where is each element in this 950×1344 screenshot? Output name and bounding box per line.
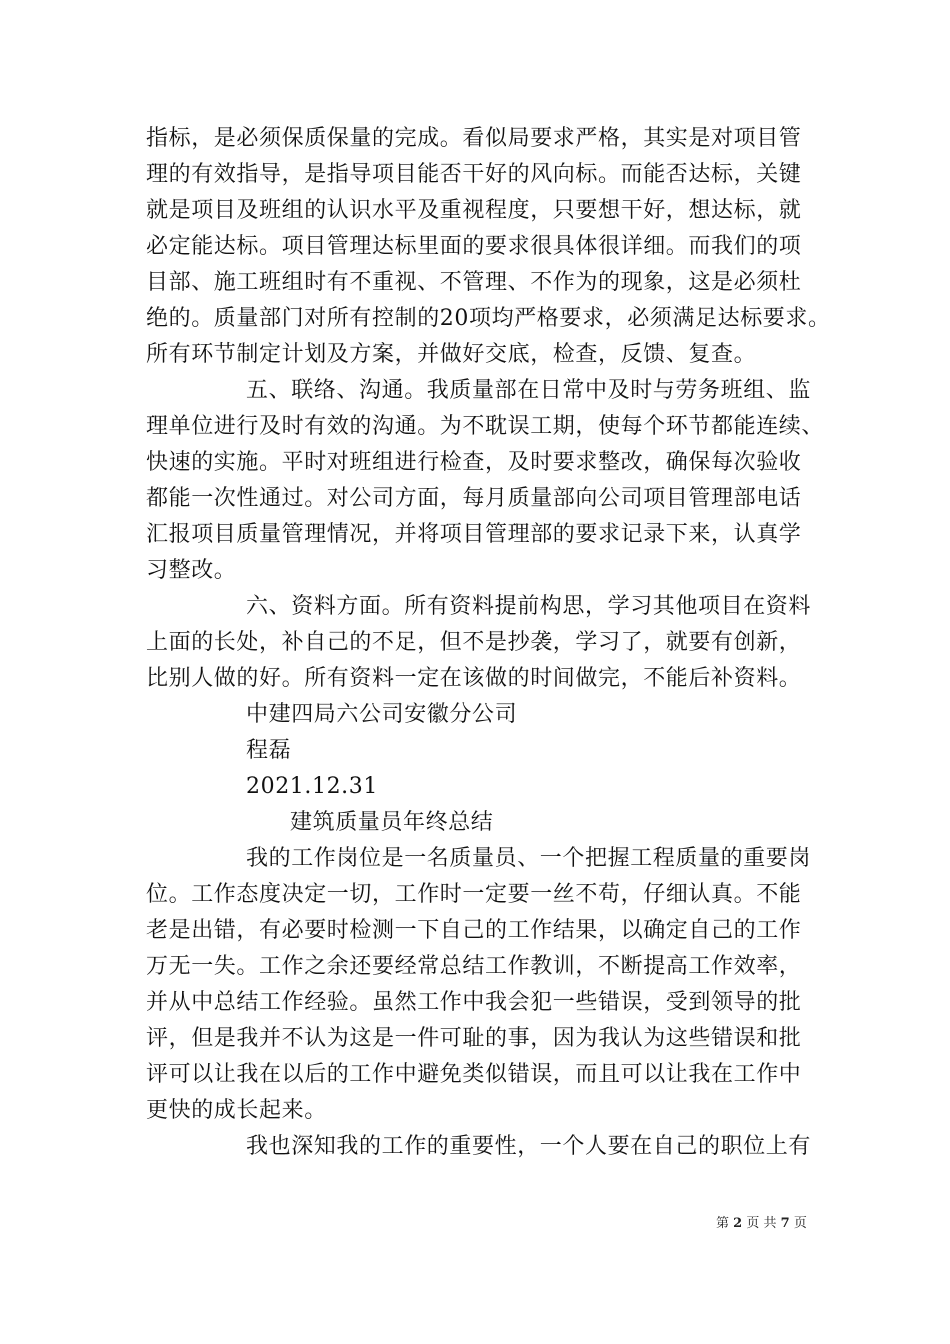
footer-suffix: 页 [793,1216,807,1231]
text-line: 习整改。 [146,558,237,583]
text-line: 所有环节制定计划及方案，并做好交底，检查，反馈、复查。 [146,342,757,367]
signature-date: 2021.12.31 [246,774,378,799]
text-line: 评可以让我在以后的工作中避免类似错误，而且可以让我在工作中 [146,1062,802,1087]
current-page-number: 2 [733,1216,743,1231]
text-line: 老是出错，有必要时检测一下自己的工作结果，以确定自己的工作 [146,918,802,943]
text-line: 评，但是我并不认为这是一件可耻的事，因为我认为这些错误和批 [146,1026,802,1051]
paragraph-start-line: 我的工作岗位是一名质量员、一个把握工程质量的重要岗 [246,846,812,871]
text-line: 目部、施工班组时有不重视、不管理、不作为的现象，这是必须杜 [146,270,802,295]
paragraph-start-line: 我也深知我的工作的重要性，一个人要在自己的职位上有 [246,1134,812,1159]
text-line: 绝的。质量部门对所有控制的20项均严格要求，必须满足达标要求。 [146,306,831,331]
text-line: 就是项目及班组的认识水平及重视程度，只要想干好，想达标，就 [146,198,802,223]
total-page-count: 7 [780,1216,790,1231]
text-line: 都能一次性通过。对公司方面，每月质量部向公司项目管理部电话 [146,486,802,511]
text-line: 万无一失。工作之余还要经常总结工作教训，不断提高工作效率， [146,954,802,979]
signature-organization: 中建四局六公司安徽分公司 [246,702,518,727]
footer-prefix: 第 [716,1216,730,1231]
paragraph-start-line: 六、资料方面。所有资料提前构思，学习其他项目在资料 [246,594,812,619]
text-line: 理的有效指导，是指导项目能否干好的风向标。而能否达标，关键 [146,162,802,187]
paragraph-start-line: 五、联络、沟通。我质量部在日常中及时与劳务班组、监 [246,378,812,403]
section-title: 建筑质量员年终总结 [290,810,494,835]
page-footer [716,1216,807,1232]
signature-name: 程磊 [246,738,292,763]
text-line: 必定能达标。项目管理达标里面的要求很具体很详细。而我们的项 [146,234,802,259]
text-line: 更快的成长起来。 [146,1098,327,1123]
footer-middle: 页 共 [746,1216,777,1231]
text-line: 比别人做的好。所有资料一定在该做的时间做完，不能后补资料。 [146,666,802,691]
text-line: 上面的长处，补自己的不足，但不是抄袭，学习了，就要有创新， [146,630,802,655]
text-line: 快速的实施。平时对班组进行检查，及时要求整改，确保每次验收 [146,450,802,475]
text-line: 位。工作态度决定一切，工作时一定要一丝不苟，仔细认真。不能 [146,882,802,907]
text-line: 理单位进行及时有效的沟通。为不耽误工期，使每个环节都能连续、 [146,414,825,439]
text-line: 指标，是必须保质保量的完成。看似局要求严格，其实是对项目管 [146,126,802,151]
text-line: 汇报项目质量管理情况，并将项目管理部的要求记录下来，认真学 [146,522,802,547]
text-line: 并从中总结工作经验。虽然工作中我会犯一些错误，受到领导的批 [146,990,802,1015]
